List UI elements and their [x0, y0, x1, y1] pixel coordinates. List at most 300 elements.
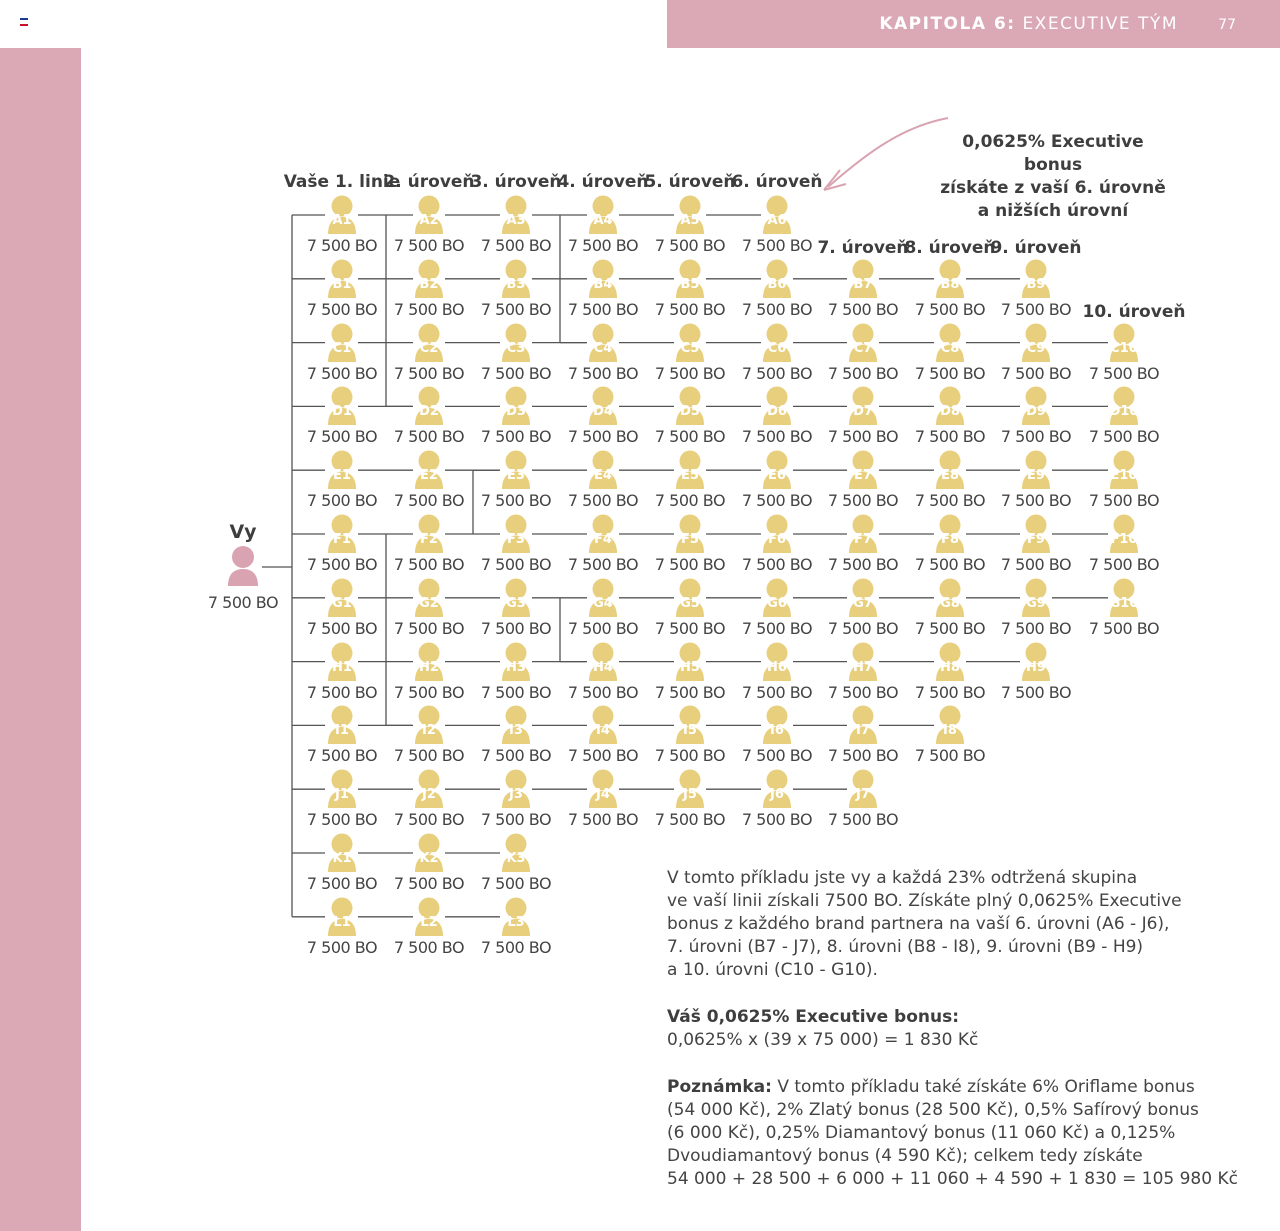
partner-bo: 7 500 BO [654, 491, 726, 511]
partner-id: K2 [419, 851, 439, 866]
partner-node-f7 [823, 514, 903, 574]
partner-node-g7 [823, 578, 903, 638]
partner-bo: 7 500 BO [914, 427, 986, 447]
partner-id: G5 [680, 595, 700, 611]
partner-bo: 7 500 BO [654, 555, 726, 574]
partner-id: J1 [335, 787, 349, 803]
partner-bo: 7 500 BO [480, 618, 552, 638]
partner-node-i3 [476, 705, 556, 765]
level-label-9: 9. úroveň [990, 238, 1082, 258]
partner-node-f4 [563, 514, 643, 574]
partner-node-c6 [737, 323, 817, 383]
partner-bo: 7 500 BO [654, 618, 726, 638]
partner-bo: 7 500 BO [914, 491, 986, 511]
level-label-7: 7. úroveň [817, 238, 909, 258]
bonus-title: Váš 0,0625% Executive bonus: [667, 1007, 960, 1027]
partner-bo: 7 500 BO [914, 746, 986, 766]
partner-id: L2 [420, 914, 438, 930]
partner-bo: 7 500 BO [306, 236, 378, 255]
partner-id: F8 [941, 532, 959, 547]
partner-id: I8 [943, 723, 957, 739]
partner-bo: 7 500 BO [1000, 299, 1072, 319]
partner-id: B9 [1026, 276, 1046, 292]
partner-bo: 7 500 BO [306, 299, 378, 319]
partner-node-f6 [737, 514, 817, 574]
partner-node-e6 [737, 450, 817, 510]
partner-node-b7 [823, 259, 903, 319]
partner-bo: 7 500 BO [654, 682, 726, 702]
partner-bo: 7 500 BO [914, 618, 986, 638]
partner-bo: 7 500 BO [480, 874, 552, 893]
partner-id: G1 [332, 595, 352, 611]
partner-id: C2 [419, 340, 439, 356]
partner-id: D5 [680, 404, 700, 420]
partner-id: A4 [593, 213, 613, 228]
partner-node-i1 [302, 705, 382, 765]
partner-node-g2 [389, 578, 469, 638]
partner-node-g1 [302, 578, 382, 638]
partner-id: A3 [506, 213, 526, 228]
partner-id: F1 [333, 532, 351, 547]
partner-id: I2 [422, 723, 436, 739]
partner-bo: 7 500 BO [654, 810, 726, 830]
partner-bo: 7 500 BO [480, 299, 552, 319]
partner-node-b3 [476, 259, 556, 319]
partner-id: I4 [596, 723, 610, 739]
partner-bo: 7 500 BO [306, 555, 378, 574]
partner-bo: 7 500 BO [1088, 618, 1160, 638]
partner-bo: 7 500 BO [741, 555, 813, 574]
partner-id: F3 [507, 532, 525, 547]
partner-node-c1 [302, 323, 382, 383]
partner-id: B6 [767, 276, 787, 292]
partner-id: E6 [768, 468, 786, 484]
partner-bo: 7 500 BO [480, 491, 552, 511]
partner-id: G6 [767, 595, 787, 611]
partner-node-i2 [389, 705, 469, 765]
partner-id: A6 [767, 213, 787, 228]
partner-id: D7 [853, 404, 873, 420]
partner-id: H2 [419, 659, 439, 675]
level-label-5: 5. úroveň [644, 172, 736, 192]
partner-node-l2 [389, 897, 469, 957]
partner-id: E1 [333, 468, 351, 484]
partner-id: C3 [506, 340, 526, 356]
partner-id: D10 [1109, 404, 1139, 420]
partner-node-b8 [910, 259, 990, 319]
partner-id: C7 [853, 340, 873, 356]
partner-id: G10 [1109, 595, 1139, 611]
partner-node-a2 [389, 195, 469, 255]
level-label-3: 3. úroveň [470, 172, 562, 192]
partner-node-g6 [737, 578, 817, 638]
partner-node-e7 [823, 450, 903, 510]
partner-bo: 7 500 BO [827, 618, 899, 638]
partner-id: D1 [332, 404, 352, 420]
partner-node-f3 [476, 514, 556, 574]
partner-node-g3 [476, 578, 556, 638]
partner-id: G7 [853, 595, 873, 611]
partner-id: D4 [593, 404, 613, 420]
partner-bo: 7 500 BO [480, 363, 552, 383]
partner-bo: 7 500 BO [741, 682, 813, 702]
partner-node-b5 [650, 259, 730, 319]
partner-node-h4 [563, 642, 643, 702]
partner-id: D2 [419, 404, 439, 420]
partner-id: E3 [507, 468, 525, 484]
partner-id: B8 [940, 276, 960, 292]
partner-id: G8 [940, 595, 960, 611]
partner-id: G3 [506, 595, 526, 611]
partner-id: E9 [1027, 468, 1045, 484]
partner-id: A5 [680, 213, 700, 228]
partner-bo: 7 500 BO [393, 937, 465, 957]
partner-bo: 7 500 BO [1000, 427, 1072, 447]
partner-bo: 7 500 BO [480, 746, 552, 766]
partner-id: J2 [422, 787, 436, 803]
partner-id: H5 [680, 659, 700, 675]
partner-node-j2 [389, 769, 469, 829]
partner-node-h1 [302, 642, 382, 702]
partner-bo: 7 500 BO [654, 427, 726, 447]
partner-bo: 7 500 BO [480, 937, 552, 957]
partner-bo: 7 500 BO [1088, 363, 1160, 383]
partner-node-b6 [737, 259, 817, 319]
partner-id: B1 [332, 276, 352, 292]
partner-bo: 7 500 BO [306, 363, 378, 383]
partner-id: F9 [1027, 532, 1045, 547]
partner-bo: 7 500 BO [914, 299, 986, 319]
partner-node-d3 [476, 386, 556, 446]
you-person-icon [227, 545, 259, 587]
partner-node-a1 [302, 195, 382, 255]
partner-id: I7 [856, 723, 870, 739]
partner-id: L3 [507, 914, 525, 930]
page-number: 77 [1218, 17, 1236, 33]
partner-node-b2 [389, 259, 469, 319]
partner-node-c7 [823, 323, 903, 383]
bonus-summary [667, 1006, 1227, 1052]
chapter-title: KAPITOLA 6: EXECUTIVE TÝM [879, 14, 1178, 34]
partner-bo: 7 500 BO [827, 427, 899, 447]
partner-bo: 7 500 BO [827, 555, 899, 574]
partner-id: G2 [419, 595, 439, 611]
partner-bo: 7 500 BO [654, 746, 726, 766]
partner-bo: 7 500 BO [1088, 491, 1160, 511]
partner-node-f2 [389, 514, 469, 574]
partner-bo: 7 500 BO [741, 236, 813, 255]
partner-node-d10 [1084, 386, 1164, 446]
partner-node-e1 [302, 450, 382, 510]
level-label-8: 8. úroveň [904, 238, 996, 258]
partner-bo: 7 500 BO [567, 491, 639, 511]
partner-id: B3 [506, 276, 526, 292]
partner-node-c9 [996, 323, 1076, 383]
partner-id: D6 [767, 404, 787, 420]
partner-bo: 7 500 BO [827, 363, 899, 383]
partner-bo: 7 500 BO [567, 810, 639, 830]
partner-id: G9 [1026, 595, 1046, 611]
bonus-calculation: 0,0625% x (39 x 75 000) = 1 830 Kč [667, 1030, 979, 1050]
note-label: Poznámka: [667, 1077, 772, 1097]
partner-node-b9 [996, 259, 1076, 319]
partner-bo: 7 500 BO [306, 682, 378, 702]
partner-bo: 7 500 BO [393, 491, 465, 511]
partner-bo: 7 500 BO [567, 299, 639, 319]
partner-bo: 7 500 BO [306, 746, 378, 766]
partner-id: H9 [1026, 659, 1046, 675]
partner-node-f1 [302, 514, 382, 574]
partner-id: A1 [332, 213, 352, 228]
partner-id: H7 [853, 659, 873, 675]
level-label-4: 4. úroveň [557, 172, 649, 192]
partner-node-h7 [823, 642, 903, 702]
partner-id: J4 [596, 787, 610, 803]
partner-id: F7 [854, 532, 872, 547]
partner-id: C10 [1110, 340, 1138, 356]
partner-node-i5 [650, 705, 730, 765]
partner-node-d1 [302, 386, 382, 446]
partner-bo: 7 500 BO [914, 682, 986, 702]
partner-bo: 7 500 BO [827, 299, 899, 319]
partner-node-c5 [650, 323, 730, 383]
partner-id: H8 [940, 659, 960, 675]
partner-id: I6 [770, 723, 784, 739]
partner-id: E5 [681, 468, 699, 484]
partner-node-j7 [823, 769, 903, 829]
partner-node-c2 [389, 323, 469, 383]
partner-id: L1 [333, 914, 351, 930]
partner-node-k2 [389, 833, 469, 893]
partner-bo: 7 500 BO [1000, 555, 1072, 574]
partner-id: I5 [683, 723, 697, 739]
partner-id: E8 [941, 468, 959, 484]
partner-bo: 7 500 BO [480, 427, 552, 447]
partner-node-i8 [910, 705, 990, 765]
partner-id: H6 [767, 659, 787, 675]
partner-node-h9 [996, 642, 1076, 702]
partner-bo: 7 500 BO [567, 363, 639, 383]
partner-node-g10 [1084, 578, 1164, 638]
partner-node-g5 [650, 578, 730, 638]
partner-id: C9 [1026, 340, 1046, 356]
partner-node-i4 [563, 705, 643, 765]
partner-node-c8 [910, 323, 990, 383]
partner-bo: 7 500 BO [1088, 427, 1160, 447]
partner-id: C1 [332, 340, 352, 356]
partner-bo: 7 500 BO [1000, 618, 1072, 638]
partner-bo: 7 500 BO [741, 491, 813, 511]
level-label-10: 10. úroveň [1082, 302, 1186, 322]
partner-id: D8 [940, 404, 960, 420]
partner-bo: 7 500 BO [480, 555, 552, 574]
partner-node-g8 [910, 578, 990, 638]
partner-node-g9 [996, 578, 1076, 638]
partner-bo: 7 500 BO [654, 299, 726, 319]
partner-node-a3 [476, 195, 556, 255]
partner-bo: 7 500 BO [480, 236, 552, 255]
partner-node-d9 [996, 386, 1076, 446]
partner-node-c3 [476, 323, 556, 383]
partner-id: E2 [420, 468, 438, 484]
partner-node-b1 [302, 259, 382, 319]
partner-node-e4 [563, 450, 643, 510]
partner-node-i6 [737, 705, 817, 765]
partner-id: D3 [506, 404, 526, 420]
partner-bo: 7 500 BO [654, 363, 726, 383]
partner-bo: 7 500 BO [1000, 363, 1072, 383]
partner-bo: 7 500 BO [393, 555, 465, 574]
partner-node-f5 [650, 514, 730, 574]
partner-id: C6 [767, 340, 787, 356]
partner-bo: 7 500 BO [741, 810, 813, 830]
partner-bo: 7 500 BO [741, 427, 813, 447]
level-label-6: 6. úroveň [731, 172, 823, 192]
example-paragraph: V tomto příkladu jste vy a každá 23% odtržená skupina ve vaší linii získali 7500 BO. Získáte plný 0,0625% Executive bonus z každého brand partnera na vaší 6. úrovni (A6 - J6), 7. úrovni (B7 - J7), 8. úrovni (B8 - I8), 9. úrovni (B9 - H9) a 10. úrovni (C10 - G10). [667, 868, 1182, 980]
callout-text: 0,0625% Executive bonus získáte z vaší 6. úrovně a nižších úrovní [940, 132, 1166, 221]
partner-bo: 7 500 BO [1088, 555, 1160, 574]
partner-node-j4 [563, 769, 643, 829]
partner-node-j5 [650, 769, 730, 829]
partner-node-e2 [389, 450, 469, 510]
partner-bo: 7 500 BO [306, 810, 378, 830]
partner-id: B7 [853, 276, 873, 292]
partner-node-d8 [910, 386, 990, 446]
partner-node-f10 [1084, 514, 1164, 574]
partner-bo: 7 500 BO [914, 363, 986, 383]
partner-id: H3 [506, 659, 526, 675]
partner-id: K3 [506, 851, 526, 866]
partner-bo: 7 500 BO [393, 236, 465, 255]
partner-bo: 7 500 BO [306, 427, 378, 447]
partner-id: A2 [419, 213, 439, 228]
partner-id: J7 [856, 787, 870, 803]
partner-node-j3 [476, 769, 556, 829]
partner-node-f9 [996, 514, 1076, 574]
partner-node-h3 [476, 642, 556, 702]
partner-node-h8 [910, 642, 990, 702]
partner-id: I3 [509, 723, 523, 739]
partner-bo: 7 500 BO [827, 810, 899, 830]
partner-node-b4 [563, 259, 643, 319]
partner-node-k3 [476, 833, 556, 893]
partner-bo: 7 500 BO [306, 491, 378, 511]
partner-node-j1 [302, 769, 382, 829]
partner-node-e10 [1084, 450, 1164, 510]
partner-node-e8 [910, 450, 990, 510]
partner-id: F4 [594, 532, 612, 547]
partner-node-d5 [650, 386, 730, 446]
partner-node-d4 [563, 386, 643, 446]
partner-node-h2 [389, 642, 469, 702]
partner-id: G4 [593, 595, 613, 611]
partner-id: C5 [680, 340, 700, 356]
callout-arrow [828, 118, 948, 187]
partner-bo: 7 500 BO [480, 810, 552, 830]
partner-node-e5 [650, 450, 730, 510]
partner-node-a5 [650, 195, 730, 255]
partner-bo: 7 500 BO [567, 618, 639, 638]
partner-bo: 7 500 BO [480, 682, 552, 702]
partner-id: J3 [509, 787, 523, 803]
partner-node-a4 [563, 195, 643, 255]
partner-bo: 7 500 BO [741, 618, 813, 638]
partner-bo: 7 500 BO [741, 363, 813, 383]
partner-bo: 7 500 BO [393, 682, 465, 702]
partner-bo: 7 500 BO [393, 810, 465, 830]
partner-id: F6 [768, 532, 786, 547]
partner-node-k1 [302, 833, 382, 893]
partner-node-e9 [996, 450, 1076, 510]
partner-bo: 7 500 BO [827, 746, 899, 766]
note-paragraph: Poznámka: V tomto příkladu také získáte 6% Oriflame bonus (54 000 Kč), 2% Zlatý bonus (28 500 Kč), 0,5% Safírový bonus (6 000 Kč), 0,25% Diamantový bonus (11 060 Kč) a 0,125% Dvoudiamantový bonus (4 590 Kč); celkem tedy získáte 54 000 + 28 500 + 6 000 + 11 060 + 4 590 + 1 830 = 105 980 Kč [667, 1077, 1238, 1189]
partner-id: E4 [594, 468, 612, 484]
you-label: Vy [229, 521, 257, 543]
partner-id: D9 [1026, 404, 1046, 420]
partner-node-c10 [1084, 323, 1164, 383]
partner-bo: 7 500 BO [654, 236, 726, 255]
partner-bo: 7 500 BO [914, 555, 986, 574]
partner-id: F10 [1110, 532, 1138, 547]
partner-id: B5 [680, 276, 700, 292]
partner-node-a6 [737, 195, 817, 255]
partner-node-g4 [563, 578, 643, 638]
partner-bo: 7 500 BO [567, 236, 639, 255]
partner-id: B4 [593, 276, 613, 292]
level-label-1: Vaše 1. linie [283, 172, 401, 192]
partner-bo: 7 500 BO [306, 937, 378, 957]
partner-bo: 7 500 BO [827, 491, 899, 511]
partner-bo: 7 500 BO [741, 746, 813, 766]
partner-node-l3 [476, 897, 556, 957]
partner-id: B2 [419, 276, 439, 292]
level-label-2: 2. úroveň [383, 172, 475, 192]
partner-node-d6 [737, 386, 817, 446]
partner-node-j6 [737, 769, 817, 829]
partner-bo: 7 500 BO [567, 682, 639, 702]
partner-bo: 7 500 BO [393, 427, 465, 447]
partner-id: H4 [593, 659, 613, 675]
partner-bo: 7 500 BO [1000, 491, 1072, 511]
partner-id: E7 [854, 468, 872, 484]
partner-id: J6 [770, 787, 784, 803]
you-bo-value: 7 500 BO [207, 593, 279, 612]
partner-node-f8 [910, 514, 990, 574]
partner-id: F5 [681, 532, 699, 547]
partner-id: C4 [593, 340, 613, 356]
partner-node-c4 [563, 323, 643, 383]
partner-id: J5 [683, 787, 697, 803]
partner-bo: 7 500 BO [741, 299, 813, 319]
partner-id: I1 [335, 723, 349, 739]
partner-bo: 7 500 BO [306, 618, 378, 638]
partner-node-e3 [476, 450, 556, 510]
partner-id: C8 [940, 340, 960, 356]
partner-node-d7 [823, 386, 903, 446]
partner-node-l1 [302, 897, 382, 957]
partner-bo: 7 500 BO [306, 874, 378, 893]
partner-bo: 7 500 BO [393, 299, 465, 319]
partner-id: H1 [332, 659, 352, 675]
partner-bo: 7 500 BO [393, 363, 465, 383]
partner-bo: 7 500 BO [393, 618, 465, 638]
partner-node-h6 [737, 642, 817, 702]
partner-node-d2 [389, 386, 469, 446]
partner-bo: 7 500 BO [393, 746, 465, 766]
partner-id: F2 [420, 532, 438, 547]
partner-bo: 7 500 BO [827, 682, 899, 702]
partner-bo: 7 500 BO [1000, 682, 1072, 702]
